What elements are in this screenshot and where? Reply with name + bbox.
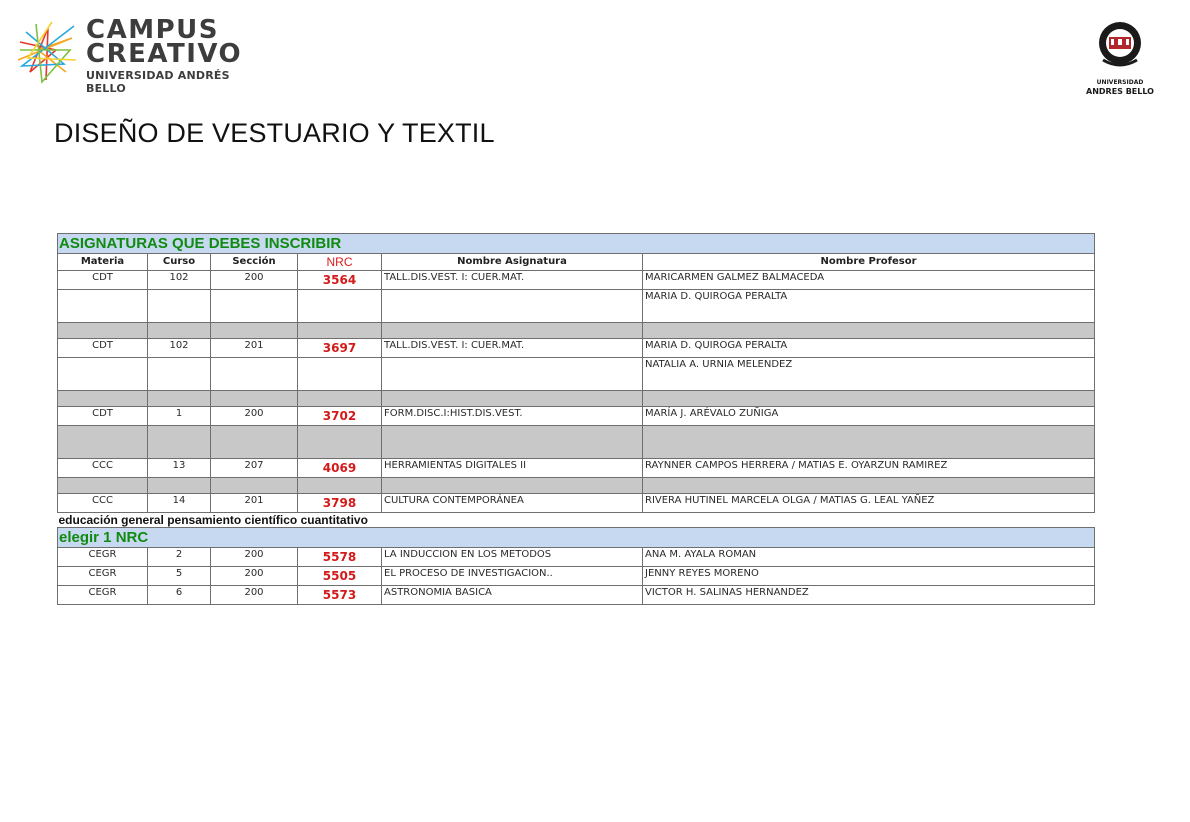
cell-materia: CCC (58, 459, 148, 478)
cell-materia: CDT (58, 271, 148, 290)
cell-nrc: 3564 (298, 271, 382, 290)
cell-seccion: 201 (211, 494, 298, 513)
separator-row (58, 426, 1095, 459)
cell-profesor: ANA M. AYALA ROMAN (643, 548, 1095, 567)
cell-curso: 13 (148, 459, 211, 478)
table-row (58, 567, 1095, 586)
cell-seccion: 200 (211, 567, 298, 586)
header-curso: Curso (148, 254, 211, 271)
cell-asignatura: HERRAMIENTAS DIGITALES II (382, 459, 643, 478)
campus-creativo-logo (16, 15, 256, 95)
cell-asignatura: LA INDUCCION EN LOS METODOS (382, 548, 643, 567)
separator-row (58, 323, 1095, 339)
cell-nrc: 5573 (298, 586, 382, 605)
cell-asignatura: FORM.DISC.I:HIST.DIS.VEST. (382, 407, 643, 426)
courses-table (57, 233, 1095, 605)
cell-seccion: 207 (211, 459, 298, 478)
unab-seal-logo (1084, 20, 1156, 96)
cell-asignatura: CULTURA CONTEMPORÁNEA (382, 494, 643, 513)
header-materia: Materia (58, 254, 148, 271)
separator-row (58, 391, 1095, 407)
cell-asignatura: TALL.DIS.VEST. I: CUER.MAT. (382, 339, 643, 358)
cell-asignatura: TALL.DIS.VEST. I: CUER.MAT. (382, 271, 643, 290)
cell-profesor-2: MARIA D. QUIROGA PERALTA (643, 290, 1095, 323)
brand-line-2: CREATIVO (86, 39, 243, 69)
brand-text (86, 15, 256, 95)
cell-curso: 5 (148, 567, 211, 586)
general-education-note: educación general pensamiento científico cuantitativo (58, 513, 368, 527)
cell-curso: 2 (148, 548, 211, 567)
table-row (58, 459, 1095, 478)
table-row (58, 548, 1095, 567)
cell-profesor: RIVERA HUTINEL MARCELA OLGA / MATIAS G. LEAL YAÑEZ (643, 494, 1095, 513)
cell-curso: 102 (148, 271, 211, 290)
section-band (58, 234, 1095, 254)
cell-materia: CCC (58, 494, 148, 513)
table-row-continuation (58, 358, 1095, 391)
cell-curso: 6 (148, 586, 211, 605)
cell-nrc: 3702 (298, 407, 382, 426)
seal-line-1: UNIVERSIDAD (1096, 79, 1144, 86)
cell-nrc: 5578 (298, 548, 382, 567)
cell-seccion: 200 (211, 271, 298, 290)
cell-materia: CDT (58, 339, 148, 358)
header-asignatura: Nombre Asignatura (382, 254, 643, 271)
cell-materia: CDT (58, 407, 148, 426)
brand-line-3: UNIVERSIDAD ANDRÉS BELLO (86, 69, 230, 95)
cell-profesor-2: NATALIA A. URNIA MELENDEZ (643, 358, 1095, 391)
course-sheet (57, 233, 1094, 605)
cell-seccion: 200 (211, 548, 298, 567)
table-row (58, 494, 1095, 513)
university-seal-icon (1097, 20, 1143, 72)
note-row (58, 513, 1095, 528)
cell-materia: CEGR (58, 586, 148, 605)
cell-asignatura: ASTRONOMIA BASICA (382, 586, 643, 605)
cell-profesor: JENNY REYES MORENO (643, 567, 1095, 586)
header-seccion: Sección (211, 254, 298, 271)
cell-nrc: 3798 (298, 494, 382, 513)
cell-nrc: 5505 (298, 567, 382, 586)
seal-line-2: ANDRES BELLO (1086, 87, 1154, 96)
table-row (58, 407, 1095, 426)
table-row (58, 339, 1095, 358)
campus-creativo-star-icon (16, 20, 78, 86)
table-row (58, 271, 1095, 290)
cell-asignatura: EL PROCESO DE INVESTIGACION.. (382, 567, 643, 586)
cell-curso: 1 (148, 407, 211, 426)
cell-profesor: MARÍA J. ARÉVALO ZUÑIGA (643, 407, 1095, 426)
separator-row (58, 478, 1095, 494)
table-header-row (58, 254, 1095, 271)
cell-profesor: RAYNNER CAMPOS HERRERA / MATIAS E. OYARZUN RAMIREZ (643, 459, 1095, 478)
cell-nrc: 4069 (298, 459, 382, 478)
page-title: DISEÑO DE VESTUARIO Y TEXTIL (54, 118, 495, 148)
header-profesor: Nombre Profesor (643, 254, 1095, 271)
cell-seccion: 200 (211, 586, 298, 605)
cell-profesor: MARICARMEN GALMEZ BALMACEDA (643, 271, 1095, 290)
brand-line-1: CAMPUS (86, 15, 219, 45)
header-nrc: NRC (298, 254, 382, 271)
cell-profesor: MARIA D. QUIROGA PERALTA (643, 339, 1095, 358)
cell-nrc: 3697 (298, 339, 382, 358)
cell-profesor: VICTOR H. SALINAS HERNANDEZ (643, 586, 1095, 605)
section-band-title: elegir 1 NRC (58, 528, 1095, 548)
cell-curso: 102 (148, 339, 211, 358)
cell-curso: 14 (148, 494, 211, 513)
cell-materia: CEGR (58, 548, 148, 567)
section-band-title: ASIGNATURAS QUE DEBES INSCRIBIR (58, 234, 1095, 254)
section-band (58, 528, 1095, 548)
cell-materia: CEGR (58, 567, 148, 586)
cell-seccion: 200 (211, 407, 298, 426)
table-row (58, 586, 1095, 605)
cell-seccion: 201 (211, 339, 298, 358)
table-row-continuation (58, 290, 1095, 323)
